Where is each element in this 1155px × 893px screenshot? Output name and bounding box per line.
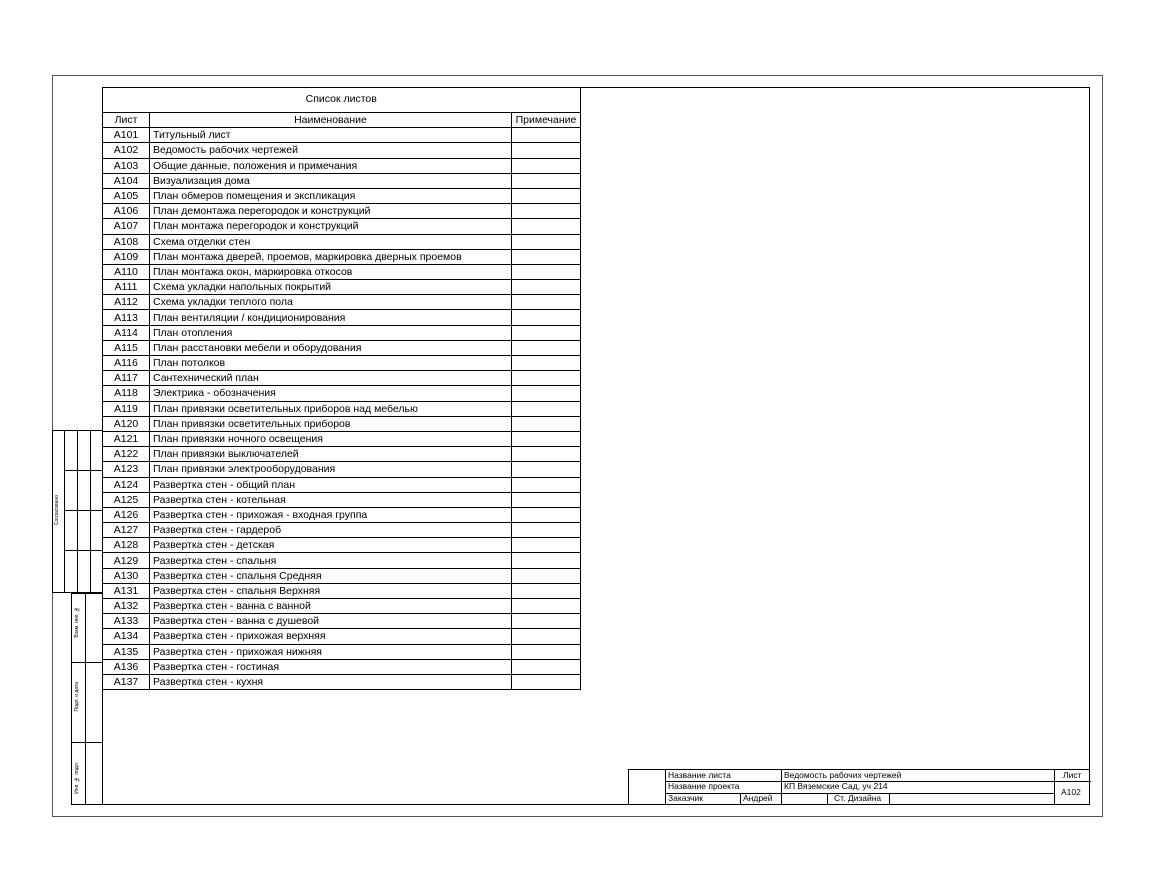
sheet-name-cell: Развертка стен - гардероб xyxy=(150,523,512,538)
sheet-note-cell xyxy=(511,386,580,401)
sheet-code-cell: A115 xyxy=(103,340,150,355)
sheet-name-cell: Развертка стен - гостиная xyxy=(150,659,512,674)
table-row xyxy=(103,507,581,522)
inv-original-label: Инв. № подл. xyxy=(74,762,80,794)
sheet-note-cell xyxy=(511,173,580,188)
sheet-note-cell xyxy=(511,538,580,553)
table-row xyxy=(103,614,581,629)
title-block-divider xyxy=(740,793,741,805)
table-row xyxy=(103,553,581,568)
sheet-name-cell: План демонтажа перегородок и конструкций xyxy=(150,204,512,219)
sheet-note-cell xyxy=(511,599,580,614)
table-row xyxy=(103,644,581,659)
title-block-divider xyxy=(665,770,666,805)
sheet-name-cell: Титульный лист xyxy=(150,128,512,143)
sheet-code-cell: A110 xyxy=(103,264,150,279)
table-row xyxy=(103,492,581,507)
sheet-name-cell: Схема укладки напольных покрытий xyxy=(150,280,512,295)
sheet-note-cell xyxy=(511,158,580,173)
sheet-code-cell: A104 xyxy=(103,173,150,188)
sheet-name-cell: Развертка стен - общий план xyxy=(150,477,512,492)
sheet-code-cell: A117 xyxy=(103,371,150,386)
sheet-name-cell: Схема отделки стен xyxy=(150,234,512,249)
inventory-divider xyxy=(71,742,103,743)
sheet-note-cell xyxy=(511,401,580,416)
table-row xyxy=(103,538,581,553)
title-block-divider xyxy=(827,793,828,805)
sheet-note-cell xyxy=(511,644,580,659)
title-block xyxy=(628,769,1090,805)
sheet-code-cell: A108 xyxy=(103,234,150,249)
sheet-name-cell: План расстановки мебели и оборудования xyxy=(150,340,512,355)
table-row xyxy=(103,659,581,674)
sheet-name-cell: Развертка стен - прихожая нижняя xyxy=(150,644,512,659)
sheet-note-cell xyxy=(511,568,580,583)
sheet-note-cell xyxy=(511,659,580,674)
agreed-divider xyxy=(64,510,103,511)
replaced-inv-label: Взам. инв. № xyxy=(74,606,80,638)
sheet-code-cell: A116 xyxy=(103,356,150,371)
sheet-code-cell: A106 xyxy=(103,204,150,219)
sheet-code-cell: A124 xyxy=(103,477,150,492)
sheet-name-cell: Развертка стен - ванна с душевой xyxy=(150,614,512,629)
sheet-list-title: Список листов xyxy=(103,87,581,113)
sheet-code-cell: A137 xyxy=(103,674,150,689)
sheet-note-cell xyxy=(511,249,580,264)
sheet-name-cell: План привязки электрооборудования xyxy=(150,462,512,477)
sheet-note-cell xyxy=(511,477,580,492)
sheet-code-cell: A105 xyxy=(103,188,150,203)
sheet-code-cell: A113 xyxy=(103,310,150,325)
sheet-name-cell: Развертка стен - спальня Верхняя xyxy=(150,583,512,598)
sheet-note-cell xyxy=(511,492,580,507)
table-row xyxy=(103,583,581,598)
sheet-code-cell: A120 xyxy=(103,416,150,431)
sheet-note-cell xyxy=(511,371,580,386)
sheet-note-cell xyxy=(511,219,580,234)
sheet-name-cell: План монтажа дверей, проемов, маркировка дверных проемов xyxy=(150,249,512,264)
agreed-divider xyxy=(64,470,103,471)
sheet-note-cell xyxy=(511,416,580,431)
table-row xyxy=(103,295,581,310)
sheet-list-table xyxy=(102,87,581,690)
sheet-name-cell: План привязки ночного освещения xyxy=(150,431,512,446)
sheet-note-cell xyxy=(511,310,580,325)
sheet-name-value: Ведомость рабочих чертежей xyxy=(784,770,902,780)
table-row xyxy=(103,477,581,492)
sheet-code-cell: A111 xyxy=(103,280,150,295)
sheet-note-cell xyxy=(511,264,580,279)
sheet-note-cell xyxy=(511,629,580,644)
table-row xyxy=(103,401,581,416)
sheet-note-cell xyxy=(511,431,580,446)
sheet-code-cell: A121 xyxy=(103,431,150,446)
table-row xyxy=(103,264,581,279)
table-row xyxy=(103,143,581,158)
sheet-note-cell xyxy=(511,583,580,598)
table-row xyxy=(103,386,581,401)
sheet-note-cell xyxy=(511,280,580,295)
project-name-label: Название проекта xyxy=(668,781,740,791)
table-row xyxy=(103,219,581,234)
sheet-name-cell: Развертка стен - спальня xyxy=(150,553,512,568)
title-block-divider xyxy=(889,793,890,805)
sheet-name-cell: План вентиляции / кондиционирования xyxy=(150,310,512,325)
table-row xyxy=(103,371,581,386)
sheet-note-cell xyxy=(511,188,580,203)
sheet-note-cell xyxy=(511,204,580,219)
table-row xyxy=(103,674,581,689)
sheet-code-cell: A114 xyxy=(103,325,150,340)
table-row xyxy=(103,173,581,188)
column-header-name: Наименование xyxy=(150,113,512,128)
sheet-code-cell: A112 xyxy=(103,295,150,310)
agreed-divider xyxy=(64,550,103,551)
sheet-note-cell xyxy=(511,340,580,355)
sheet-code-cell: A128 xyxy=(103,538,150,553)
column-header-sheet: Лист xyxy=(103,113,150,128)
sheet-note-cell xyxy=(511,356,580,371)
sheet-code-cell: A129 xyxy=(103,553,150,568)
table-row xyxy=(103,416,581,431)
sheet-number: A102 xyxy=(1061,787,1081,797)
table-row xyxy=(103,204,581,219)
sheet-name-cell: План привязки осветительных приборов xyxy=(150,416,512,431)
table-row xyxy=(103,234,581,249)
project-name-value: КП Вяземские Сад, уч 214 xyxy=(784,781,888,791)
table-row xyxy=(103,431,581,446)
sheet-code-cell: A132 xyxy=(103,599,150,614)
sheet-note-cell xyxy=(511,553,580,568)
table-row xyxy=(103,340,581,355)
sheet-name-cell: Общие данные, положения и примечания xyxy=(150,158,512,173)
sheet-name-cell: План обмеров помещения и экспликация xyxy=(150,188,512,203)
sheet-code-cell: A118 xyxy=(103,386,150,401)
sheet-name-cell: Развертка стен - прихожая - входная группа xyxy=(150,507,512,522)
sheet-note-cell xyxy=(511,295,580,310)
table-row xyxy=(103,249,581,264)
sheet-label: Лист xyxy=(1063,770,1082,780)
sheet-code-cell: A126 xyxy=(103,507,150,522)
sheet-name-cell: Электрика - обозначения xyxy=(150,386,512,401)
sheet-name-cell: Ведомость рабочих чертежей xyxy=(150,143,512,158)
sheet-code-cell: A102 xyxy=(103,143,150,158)
table-row xyxy=(103,568,581,583)
table-row xyxy=(103,356,581,371)
agreed-label: Согласовано xyxy=(54,495,60,526)
sheet-note-cell xyxy=(511,614,580,629)
table-row xyxy=(103,128,581,143)
sheet-note-cell xyxy=(511,674,580,689)
sheet-code-cell: A122 xyxy=(103,447,150,462)
table-row xyxy=(103,447,581,462)
sheet-code-cell: A135 xyxy=(103,644,150,659)
sheet-name-cell: План привязки осветительных приборов над мебелью xyxy=(150,401,512,416)
sheet-name-cell: План отопления xyxy=(150,325,512,340)
sheet-note-cell xyxy=(511,143,580,158)
sheet-note-cell xyxy=(511,447,580,462)
sheet-name-cell: Развертка стен - котельная xyxy=(150,492,512,507)
agreed-divider xyxy=(90,430,91,593)
table-row xyxy=(103,310,581,325)
table-row xyxy=(103,188,581,203)
sheet-note-cell xyxy=(511,523,580,538)
sheet-name-cell: Развертка стен - детская xyxy=(150,538,512,553)
sheet-code-cell: A109 xyxy=(103,249,150,264)
table-row xyxy=(103,325,581,340)
sheet-name-label: Название листа xyxy=(668,770,731,780)
designer-label: Ст. Дизайна xyxy=(834,793,882,803)
sheet-name-cell: Развертка стен - прихожая верхняя xyxy=(150,629,512,644)
agreed-divider xyxy=(77,430,78,593)
sheet-note-cell xyxy=(511,234,580,249)
sheet-code-cell: A107 xyxy=(103,219,150,234)
sheet-name-cell: План привязки выключателей xyxy=(150,447,512,462)
sheet-note-cell xyxy=(511,507,580,522)
table-row xyxy=(103,629,581,644)
sheet-code-cell: A125 xyxy=(103,492,150,507)
table-row xyxy=(103,599,581,614)
sheet-note-cell xyxy=(511,128,580,143)
sheet-code-cell: A127 xyxy=(103,523,150,538)
sheet-code-cell: A119 xyxy=(103,401,150,416)
sheet-name-cell: План потолков xyxy=(150,356,512,371)
sheet-name-cell: План монтажа окон, маркировка откосов xyxy=(150,264,512,279)
sheet-code-cell: A103 xyxy=(103,158,150,173)
sheet-code-cell: A134 xyxy=(103,629,150,644)
title-block-divider xyxy=(1054,770,1055,805)
sheet-code-cell: A123 xyxy=(103,462,150,477)
inventory-divider xyxy=(85,593,86,805)
sheet-code-cell: A136 xyxy=(103,659,150,674)
sheet-code-cell: A131 xyxy=(103,583,150,598)
agreed-divider xyxy=(64,430,65,593)
sheet-name-cell: Сантехнический план xyxy=(150,371,512,386)
sheet-name-cell: Схема укладки теплого пола xyxy=(150,295,512,310)
sheet-note-cell xyxy=(511,462,580,477)
title-block-divider xyxy=(781,770,782,805)
sheet-code-cell: A101 xyxy=(103,128,150,143)
sheet-code-cell: A133 xyxy=(103,614,150,629)
client-value: Андрей xyxy=(743,793,773,803)
sheet-name-cell: Развертка стен - кухня xyxy=(150,674,512,689)
sheet-name-cell: План монтажа перегородок и конструкций xyxy=(150,219,512,234)
table-row xyxy=(103,523,581,538)
signature-date-label: Подп. и дата xyxy=(74,682,80,712)
inventory-divider xyxy=(71,662,103,663)
sheet-name-cell: Развертка стен - спальня Средняя xyxy=(150,568,512,583)
table-row xyxy=(103,158,581,173)
table-row xyxy=(103,280,581,295)
table-row xyxy=(103,462,581,477)
sheet-name-cell: Визуализация дома xyxy=(150,173,512,188)
client-label: Заказчик xyxy=(668,793,703,803)
sheet-note-cell xyxy=(511,325,580,340)
column-header-note: Примечание xyxy=(511,113,580,128)
sheet-name-cell: Развертка стен - ванна с ванной xyxy=(150,599,512,614)
sheet-code-cell: A130 xyxy=(103,568,150,583)
